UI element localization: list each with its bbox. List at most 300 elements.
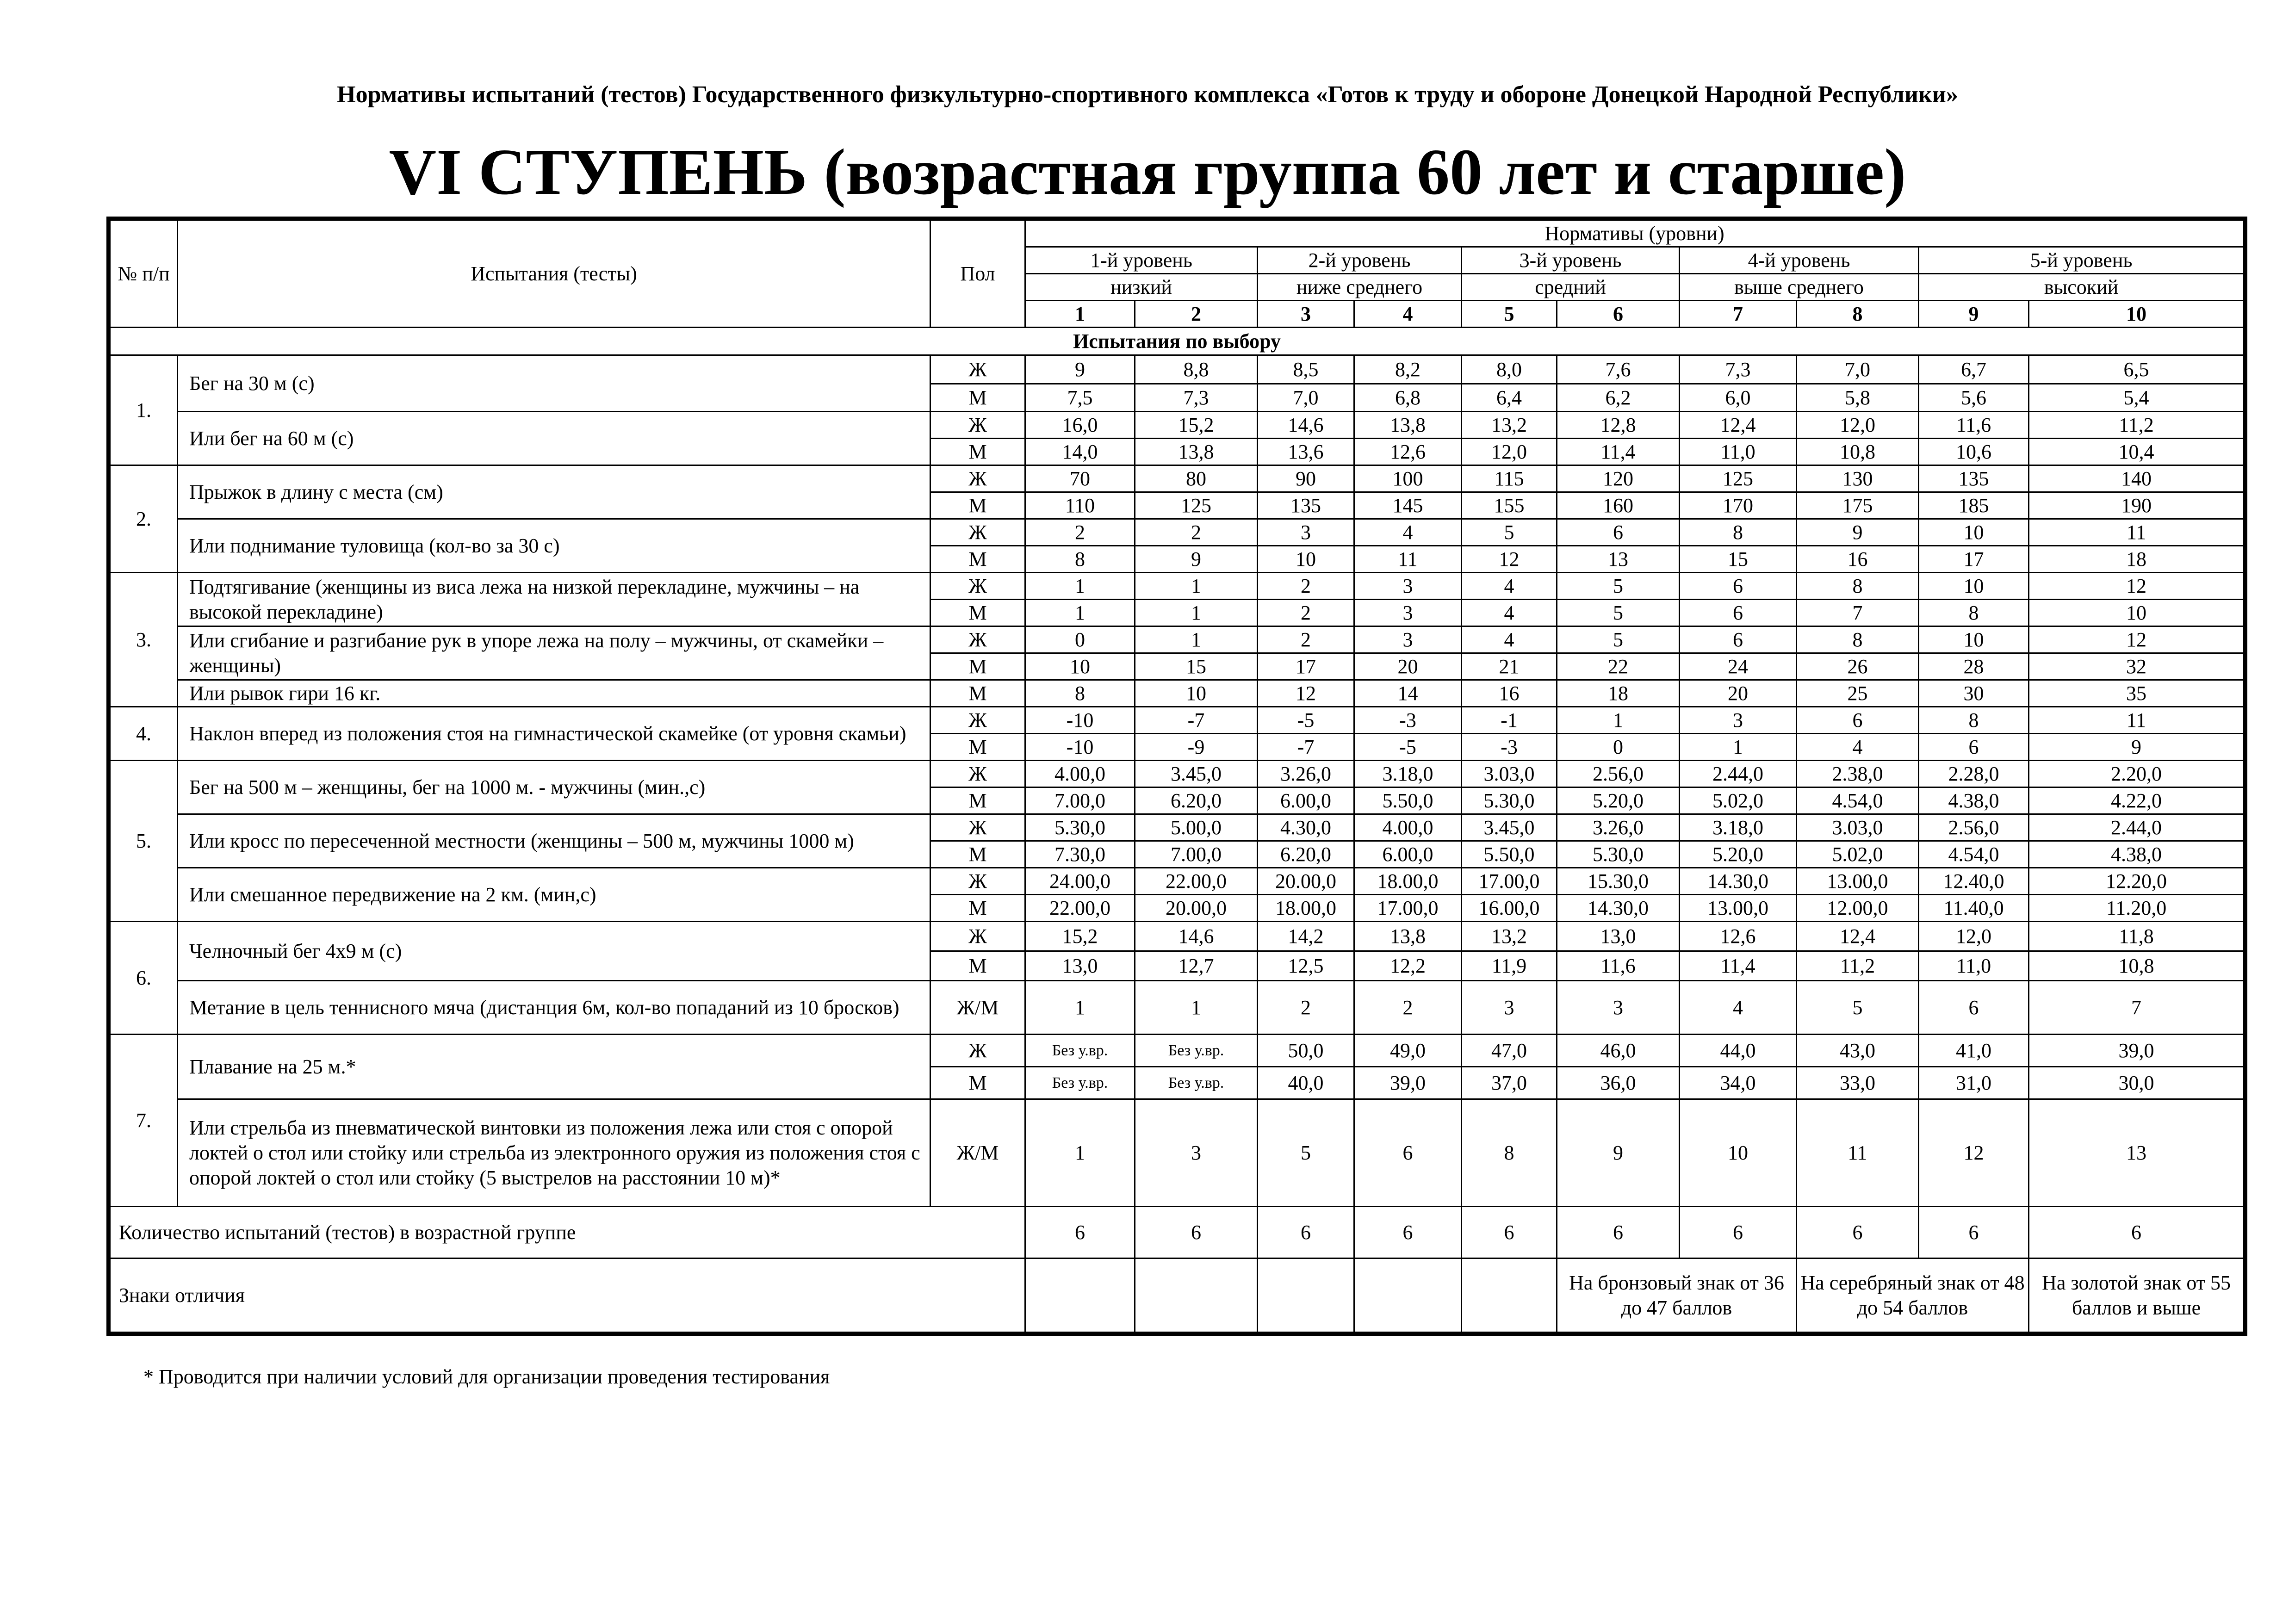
column-number: 5	[1462, 301, 1557, 328]
test-name: Подтягивание (женщины из виса лежа на низкой перекладине, мужчины – на высокой перекладине)	[178, 573, 930, 626]
value-cell: 10,8	[1797, 439, 1919, 465]
level-description: выше среднего	[1680, 274, 1919, 301]
value-cell: 41,0	[1919, 1035, 2029, 1067]
value-cell: Без у.вр.	[1135, 1035, 1258, 1067]
count-value: 6	[1797, 1207, 1919, 1258]
gender-cell: Ж	[930, 814, 1025, 841]
value-cell: 10	[1919, 626, 2029, 653]
group-number: 4.	[110, 707, 178, 761]
value-cell: 17	[1919, 546, 2029, 573]
value-cell: 7.30,0	[1025, 841, 1135, 868]
badges-label: Знаки отличия	[110, 1258, 1025, 1333]
value-cell: 140	[2029, 465, 2244, 492]
value-cell: 13	[1557, 546, 1680, 573]
level-name: 3-й уровень	[1462, 247, 1680, 274]
value-cell: 47,0	[1462, 1035, 1557, 1067]
value-cell: 7	[1797, 600, 1919, 626]
value-cell: 46,0	[1557, 1035, 1680, 1067]
group-number: 3.	[110, 573, 178, 707]
value-cell: 11,4	[1680, 951, 1797, 981]
value-cell: 13,6	[1258, 439, 1354, 465]
value-cell: 17.00,0	[1462, 868, 1557, 895]
value-cell: Без у.вр.	[1135, 1067, 1258, 1099]
count-value: 6	[1025, 1207, 1135, 1258]
table-row	[110, 519, 2244, 546]
value-cell: 4.00,0	[1025, 761, 1135, 787]
value-cell: 4.38,0	[1919, 787, 2029, 814]
value-cell: 135	[1258, 492, 1354, 519]
value-cell: 11,0	[1919, 951, 2029, 981]
column-header-gender: Пол	[930, 220, 1025, 328]
value-cell: 0	[1025, 626, 1135, 653]
gender-cell: Ж/М	[930, 981, 1025, 1035]
value-cell: 12.00,0	[1797, 895, 1919, 922]
value-cell: 5.30,0	[1462, 787, 1557, 814]
value-cell: 11,8	[2029, 922, 2244, 951]
value-cell: 4	[1462, 573, 1557, 600]
test-name: Наклон вперед из положения стоя на гимнастической скамейке (от уровня скамьи)	[178, 707, 930, 761]
value-cell: 13,8	[1354, 412, 1462, 439]
value-cell: 25	[1797, 680, 1919, 707]
value-cell: 155	[1462, 492, 1557, 519]
test-name: Или кросс по пересеченной местности (женщины – 500 м, мужчины 1000 м)	[178, 814, 930, 868]
section-title: Испытания по выбору	[110, 328, 2244, 355]
value-cell: 17	[1258, 653, 1354, 680]
value-cell: 1	[1025, 1099, 1135, 1207]
count-value: 6	[2029, 1207, 2244, 1258]
test-name: Прыжок в длину с места (см)	[178, 465, 930, 519]
value-cell: 6,8	[1354, 384, 1462, 412]
value-cell: 9	[1797, 519, 1919, 546]
gender-cell: М	[930, 492, 1025, 519]
value-cell: 12,4	[1680, 412, 1797, 439]
value-cell: 13	[2029, 1099, 2244, 1207]
value-cell: 5.50,0	[1462, 841, 1557, 868]
value-cell: 6.20,0	[1258, 841, 1354, 868]
gender-cell: М	[930, 841, 1025, 868]
value-cell: 3	[1354, 573, 1462, 600]
value-cell: 5	[1557, 573, 1680, 600]
value-cell: 120	[1557, 465, 1680, 492]
value-cell: 8	[1919, 600, 2029, 626]
value-cell: 12	[2029, 573, 2244, 600]
document-subtitle: Нормативы испытаний (тестов) Государственного физкультурно-спортивного комплекса «Готов к труду и обороне Донецкой Народной Республики»	[337, 81, 1958, 108]
value-cell: 2.56,0	[1919, 814, 2029, 841]
badge-empty-cell	[1025, 1258, 1135, 1333]
level-name: 5-й уровень	[1919, 247, 2244, 274]
value-cell: 3	[1258, 519, 1354, 546]
value-cell: 12,8	[1557, 412, 1680, 439]
test-name: Или стрельба из пневматической винтовки из положения лежа или стоя с опорой локтей о стол или стойку или стрельба из электронного оружия из положения стоя с опорой локтей о стол или стойку (5 выстрелов на расстоянии 10 м)*	[178, 1099, 930, 1207]
value-cell: 4.30,0	[1258, 814, 1354, 841]
value-cell: 3	[1354, 626, 1462, 653]
value-cell: 3.45,0	[1462, 814, 1557, 841]
value-cell: 5	[1258, 1099, 1354, 1207]
value-cell: 2.44,0	[1680, 761, 1797, 787]
value-cell: 6	[1919, 734, 2029, 761]
value-cell: 22.00,0	[1025, 895, 1135, 922]
value-cell: 190	[2029, 492, 2244, 519]
value-cell: 21	[1462, 653, 1557, 680]
value-cell: 11	[1797, 1099, 1919, 1207]
badge-empty-cell	[1258, 1258, 1354, 1333]
value-cell: 18	[1557, 680, 1680, 707]
value-cell: 28	[1919, 653, 2029, 680]
value-cell: 1	[1557, 707, 1680, 734]
value-cell: 3.26,0	[1258, 761, 1354, 787]
gender-cell: Ж	[930, 707, 1025, 734]
value-cell: 115	[1462, 465, 1557, 492]
count-value: 6	[1354, 1207, 1462, 1258]
value-cell: 6,4	[1462, 384, 1557, 412]
value-cell: 8,2	[1354, 355, 1462, 384]
value-cell: 16.00,0	[1462, 895, 1557, 922]
value-cell: 50,0	[1258, 1035, 1354, 1067]
badges-row	[110, 1258, 2244, 1333]
value-cell: 13,8	[1354, 922, 1462, 951]
gender-cell: М	[930, 384, 1025, 412]
value-cell: 8	[1025, 680, 1135, 707]
value-cell: 13,0	[1557, 922, 1680, 951]
value-cell: 10	[2029, 600, 2244, 626]
value-cell: 40,0	[1258, 1067, 1354, 1099]
value-cell: 24.00,0	[1025, 868, 1135, 895]
value-cell: 12,0	[1797, 412, 1919, 439]
value-cell: -3	[1462, 734, 1557, 761]
value-cell: 3.18,0	[1680, 814, 1797, 841]
value-cell: 8	[1919, 707, 2029, 734]
value-cell: 11,2	[2029, 412, 2244, 439]
section-row	[110, 328, 2244, 355]
test-name: Бег на 30 м (с)	[178, 355, 930, 412]
value-cell: 10,6	[1919, 439, 2029, 465]
value-cell: 12,4	[1797, 922, 1919, 951]
value-cell: 6	[1680, 626, 1797, 653]
value-cell: 7.00,0	[1135, 841, 1258, 868]
value-cell: 2	[1258, 626, 1354, 653]
value-cell: 1	[1135, 981, 1258, 1035]
value-cell: 8,5	[1258, 355, 1354, 384]
value-cell: 7,3	[1135, 384, 1258, 412]
value-cell: 7,3	[1680, 355, 1797, 384]
value-cell: 6,7	[1919, 355, 2029, 384]
value-cell: 8,0	[1462, 355, 1557, 384]
gender-cell: Ж	[930, 519, 1025, 546]
value-cell: 32	[2029, 653, 2244, 680]
value-cell: 4	[1354, 519, 1462, 546]
column-number: 4	[1354, 301, 1462, 328]
value-cell: 11.40,0	[1919, 895, 2029, 922]
value-cell: 15,2	[1025, 922, 1135, 951]
test-name: Метание в цель теннисного мяча (дистанция 6м, кол-во попаданий из 10 бросков)	[178, 981, 930, 1035]
value-cell: 9	[1135, 546, 1258, 573]
value-cell: 39,0	[1354, 1067, 1462, 1099]
column-number: 1	[1025, 301, 1135, 328]
value-cell: 37,0	[1462, 1067, 1557, 1099]
value-cell: 31,0	[1919, 1067, 2029, 1099]
value-cell: 4	[1797, 734, 1919, 761]
gender-cell: Ж	[930, 761, 1025, 787]
group-number: 7.	[110, 1035, 178, 1207]
value-cell: 2.56,0	[1557, 761, 1680, 787]
value-cell: -5	[1258, 707, 1354, 734]
value-cell: 3.03,0	[1797, 814, 1919, 841]
value-cell: -10	[1025, 707, 1135, 734]
value-cell: 4.38,0	[2029, 841, 2244, 868]
value-cell: 30,0	[2029, 1067, 2244, 1099]
value-cell: 8,8	[1135, 355, 1258, 384]
value-cell: 3.45,0	[1135, 761, 1258, 787]
value-cell: 6	[1557, 519, 1680, 546]
column-number: 6	[1557, 301, 1680, 328]
value-cell: 4	[1680, 981, 1797, 1035]
table-row	[110, 680, 2244, 707]
value-cell: 12,6	[1680, 922, 1797, 951]
value-cell: 12,7	[1135, 951, 1258, 981]
gender-cell: Ж	[930, 922, 1025, 951]
table-row	[110, 981, 2244, 1035]
value-cell: 6	[1680, 600, 1797, 626]
test-name: Или бег на 60 м (с)	[178, 412, 930, 465]
value-cell: 2	[1354, 981, 1462, 1035]
value-cell: Без у.вр.	[1025, 1035, 1135, 1067]
column-number: 3	[1258, 301, 1354, 328]
group-number: 2.	[110, 465, 178, 573]
level-description: низкий	[1025, 274, 1258, 301]
value-cell: 3	[1680, 707, 1797, 734]
value-cell: 170	[1680, 492, 1797, 519]
table-row	[110, 1099, 2244, 1207]
value-cell: 3	[1462, 981, 1557, 1035]
value-cell: 4	[1462, 626, 1557, 653]
test-name: Или сгибание и разгибание рук в упоре лежа на полу – мужчины, от скамейки – женщины)	[178, 626, 930, 680]
table-row	[110, 412, 2244, 439]
value-cell: 18.00,0	[1258, 895, 1354, 922]
value-cell: 14,0	[1025, 439, 1135, 465]
value-cell: 13,2	[1462, 922, 1557, 951]
count-value: 6	[1919, 1207, 2029, 1258]
value-cell: 10	[1258, 546, 1354, 573]
value-cell: -1	[1462, 707, 1557, 734]
value-cell: 12.40,0	[1919, 868, 2029, 895]
table-row	[110, 868, 2244, 895]
value-cell: 6	[1919, 981, 2029, 1035]
value-cell: 5	[1557, 626, 1680, 653]
value-cell: 30	[1919, 680, 2029, 707]
value-cell: 90	[1258, 465, 1354, 492]
value-cell: 10	[1680, 1099, 1797, 1207]
value-cell: 6,2	[1557, 384, 1680, 412]
value-cell: 100	[1354, 465, 1462, 492]
value-cell: 2	[1025, 519, 1135, 546]
value-cell: -10	[1025, 734, 1135, 761]
value-cell: 125	[1135, 492, 1258, 519]
value-cell: 11,6	[1919, 412, 2029, 439]
gender-cell: Ж	[930, 626, 1025, 653]
table-row	[110, 465, 2244, 492]
value-cell: 15,2	[1135, 412, 1258, 439]
gender-cell: М	[930, 600, 1025, 626]
group-number: 1.	[110, 355, 178, 465]
table-row	[110, 814, 2244, 841]
value-cell: 14,6	[1258, 412, 1354, 439]
gender-cell: Ж	[930, 573, 1025, 600]
column-number: 7	[1680, 301, 1797, 328]
value-cell: 6,5	[2029, 355, 2244, 384]
value-cell: 7,6	[1557, 355, 1680, 384]
badge-gold: На золотой знак от 55 баллов и выше	[2029, 1258, 2244, 1333]
level-name: 1-й уровень	[1025, 247, 1258, 274]
value-cell: 11	[2029, 707, 2244, 734]
value-cell: 9	[2029, 734, 2244, 761]
gender-cell: М	[930, 680, 1025, 707]
value-cell: 12,2	[1354, 951, 1462, 981]
value-cell: 11,6	[1557, 951, 1680, 981]
value-cell: 9	[1557, 1099, 1680, 1207]
value-cell: 2.20,0	[2029, 761, 2244, 787]
value-cell: 5.30,0	[1025, 814, 1135, 841]
value-cell: 5.20,0	[1680, 841, 1797, 868]
value-cell: 6	[1680, 573, 1797, 600]
value-cell: 5	[1557, 600, 1680, 626]
gender-cell: М	[930, 546, 1025, 573]
value-cell: 8	[1025, 546, 1135, 573]
value-cell: 15.30,0	[1557, 868, 1680, 895]
value-cell: 11,0	[1680, 439, 1797, 465]
column-header-tests: Испытания (тесты)	[178, 220, 930, 328]
value-cell: 1	[1680, 734, 1797, 761]
value-cell: 39,0	[2029, 1035, 2244, 1067]
table-row	[110, 707, 2244, 734]
level-description: ниже среднего	[1258, 274, 1462, 301]
value-cell: 26	[1797, 653, 1919, 680]
count-value: 6	[1462, 1207, 1557, 1258]
value-cell: -9	[1135, 734, 1258, 761]
value-cell: 6.20,0	[1135, 787, 1258, 814]
value-cell: 5.30,0	[1557, 841, 1680, 868]
gender-cell: М	[930, 951, 1025, 981]
value-cell: 10	[1025, 653, 1135, 680]
value-cell: 5,4	[2029, 384, 2244, 412]
value-cell: Без у.вр.	[1025, 1067, 1135, 1099]
test-name: Или смешанное передвижение на 2 км. (мин,с)	[178, 868, 930, 922]
value-cell: 8	[1797, 626, 1919, 653]
value-cell: 14	[1354, 680, 1462, 707]
value-cell: 4	[1462, 600, 1557, 626]
value-cell: 11,9	[1462, 951, 1557, 981]
value-cell: 14,2	[1258, 922, 1354, 951]
value-cell: 4.22,0	[2029, 787, 2244, 814]
value-cell: 7	[2029, 981, 2244, 1035]
value-cell: 2	[1135, 519, 1258, 546]
level-description: высокий	[1919, 274, 2244, 301]
value-cell: 13,8	[1135, 439, 1258, 465]
value-cell: 22	[1557, 653, 1680, 680]
group-number: 5.	[110, 761, 178, 922]
value-cell: 20	[1680, 680, 1797, 707]
gender-cell: М	[930, 1067, 1025, 1099]
value-cell: 16	[1462, 680, 1557, 707]
value-cell: 6,0	[1680, 384, 1797, 412]
value-cell: 14.30,0	[1557, 895, 1680, 922]
table-row	[110, 573, 2244, 600]
value-cell: 7,0	[1797, 355, 1919, 384]
column-number: 10	[2029, 301, 2244, 328]
value-cell: 49,0	[1354, 1035, 1462, 1067]
gender-cell: Ж	[930, 1035, 1025, 1067]
test-name: Плавание на 25 м.*	[178, 1035, 930, 1099]
value-cell: 10,8	[2029, 951, 2244, 981]
value-cell: 5,6	[1919, 384, 2029, 412]
group-number: 6.	[110, 922, 178, 1035]
gender-cell: М	[930, 734, 1025, 761]
value-cell: 5.00,0	[1135, 814, 1258, 841]
value-cell: 11,4	[1557, 439, 1680, 465]
value-cell: 1	[1025, 600, 1135, 626]
value-cell: 3.26,0	[1557, 814, 1680, 841]
value-cell: 6.00,0	[1354, 841, 1462, 868]
value-cell: 5.20,0	[1557, 787, 1680, 814]
value-cell: 13.00,0	[1797, 868, 1919, 895]
value-cell: 6	[1797, 707, 1919, 734]
value-cell: 3.18,0	[1354, 761, 1462, 787]
value-cell: 15	[1680, 546, 1797, 573]
level-description: средний	[1462, 274, 1680, 301]
value-cell: 80	[1135, 465, 1258, 492]
badge-silver: На серебряный знак от 48 до 54 баллов	[1797, 1258, 2029, 1333]
value-cell: 8	[1462, 1099, 1557, 1207]
value-cell: 34,0	[1680, 1067, 1797, 1099]
value-cell: 6	[1354, 1099, 1462, 1207]
value-cell: 130	[1797, 465, 1919, 492]
gender-cell: М	[930, 895, 1025, 922]
value-cell: 11.20,0	[2029, 895, 2244, 922]
value-cell: 14.30,0	[1680, 868, 1797, 895]
value-cell: 3	[1354, 600, 1462, 626]
value-cell: 10	[1135, 680, 1258, 707]
gender-cell: М	[930, 653, 1025, 680]
count-value: 6	[1258, 1207, 1354, 1258]
value-cell: 22.00,0	[1135, 868, 1258, 895]
value-cell: -5	[1354, 734, 1462, 761]
gender-cell: Ж	[930, 465, 1025, 492]
table-row	[110, 761, 2244, 787]
column-number: 2	[1135, 301, 1258, 328]
value-cell: 12.20,0	[2029, 868, 2244, 895]
value-cell: -7	[1258, 734, 1354, 761]
count-value: 6	[1135, 1207, 1258, 1258]
value-cell: -7	[1135, 707, 1258, 734]
value-cell: 11,2	[1797, 951, 1919, 981]
value-cell: 3	[1557, 981, 1680, 1035]
value-cell: 14,6	[1135, 922, 1258, 951]
test-name: Или поднимание туловища (кол-во за 30 с)	[178, 519, 930, 573]
value-cell: 1	[1135, 600, 1258, 626]
value-cell: 5.50,0	[1354, 787, 1462, 814]
value-cell: 11	[1354, 546, 1462, 573]
value-cell: 12	[2029, 626, 2244, 653]
gender-cell: Ж/М	[930, 1099, 1025, 1207]
value-cell: 13,0	[1025, 951, 1135, 981]
test-name: Челночный бег 4х9 м (с)	[178, 922, 930, 981]
norms-header: Нормативы (уровни)	[1025, 220, 2244, 247]
value-cell: 33,0	[1797, 1067, 1919, 1099]
count-row	[110, 1207, 2244, 1258]
gender-cell: Ж	[930, 868, 1025, 895]
test-name: Бег на 500 м – женщины, бег на 1000 м. - мужчины (мин.,с)	[178, 761, 930, 814]
footnote: * Проводится при наличии условий для организации проведения тестирования	[143, 1365, 830, 1388]
value-cell: 2	[1258, 600, 1354, 626]
